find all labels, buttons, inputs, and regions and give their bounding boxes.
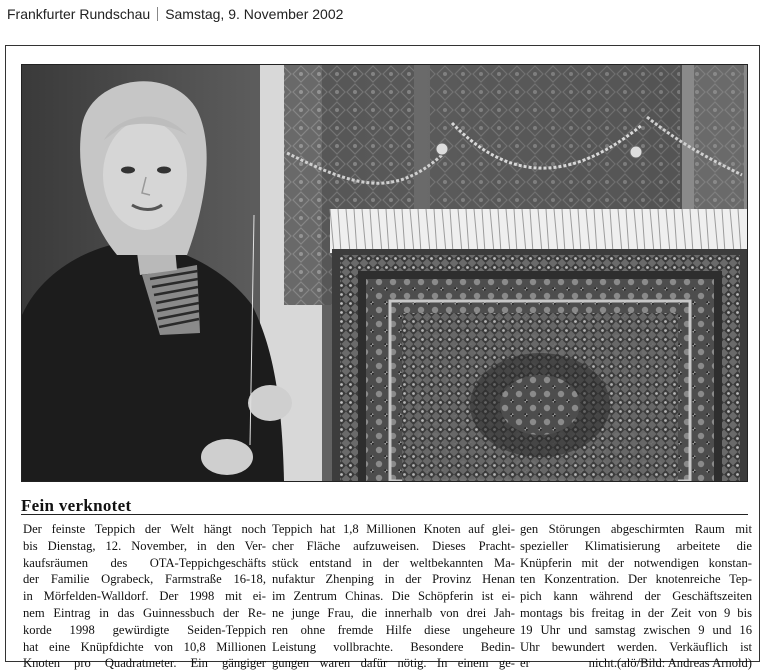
- text-line: spezieller Klimatisierung arbeitete die: [520, 538, 752, 553]
- text-line: cher Fläche aufzuweisen. Dieses Pracht-: [272, 538, 515, 553]
- text-line: Knüpferin mit der notwendigen konstan-: [520, 555, 752, 570]
- text-line: nem Eintrag in das Guinnessbuch der Re-: [23, 605, 266, 620]
- text-line: Leistung vollbrachte. Besondere Bedin-: [272, 639, 515, 654]
- text-line: Teppich hat 1,8 Millionen Knoten auf glei-: [272, 522, 515, 536]
- article-column-2: [272, 521, 515, 672]
- text-line: ten Konzentration. Der knotenreiche Tep-: [520, 572, 752, 587]
- text-line: ren ohne fremde Hilfe diese ungeheure: [272, 622, 515, 637]
- text-line: bis Dienstag, 12. November, in den Ver-: [23, 538, 266, 553]
- background-rug: [430, 65, 680, 215]
- text-line: pich kann während der Geschäftszeiten: [520, 589, 752, 604]
- article-column-3: [520, 521, 752, 672]
- text-line: er nicht.: [520, 656, 617, 671]
- headline-rule: [21, 514, 748, 515]
- text-line: kaufsräumen des OTA-Teppichgeschäfts: [23, 555, 266, 570]
- text-line: der Familie Ograbeck, Farmstraße 16-18,: [23, 572, 266, 587]
- text-line: im Zentrum Chinas. Die Schöpferin ist ei-: [272, 589, 515, 604]
- publication-date: Samstag, 9. November 2002: [165, 6, 344, 22]
- text-line: hat eine Knüpfdichte von 10,8 Millionen: [23, 639, 266, 654]
- text-line: stück entstand in der weltbekannten Ma-: [272, 555, 515, 570]
- text-line: Der feinste Teppich der Welt hängt noch: [23, 522, 266, 536]
- text-line: montags bis freitag in der Zeit von 9 bis: [520, 605, 752, 620]
- text-line: ne junge Frau, die innerhalb von drei Jah-: [272, 605, 515, 620]
- text-line: in Mörfelden-Walldorf. Der 1998 mit ei-: [23, 589, 266, 604]
- text-line: gungen waren dafür nötig. In einem ge-: [272, 656, 515, 671]
- article-headline: Fein verknotet: [21, 496, 132, 515]
- text-line: 19 Uhr und samstag zwischen 9 und 16: [520, 622, 752, 637]
- text-line: gen Störungen abgeschirmten Raum mit: [520, 522, 752, 536]
- newspaper-masthead: [7, 6, 343, 22]
- newspaper-clipping: [5, 45, 760, 671]
- text-line: Knoten pro Quadratmeter. Ein gängiger: [23, 656, 266, 671]
- text-line: korde 1998 gewürdigte Seiden-Teppich: [23, 622, 266, 637]
- text-line: Uhr bewundert werden. Verkäuflich ist: [520, 639, 752, 654]
- newspaper-name: Frankfurter Rundschau: [7, 6, 151, 22]
- rug-fringe: [330, 209, 747, 253]
- masthead-divider: [157, 7, 158, 21]
- article-photo: [21, 64, 748, 482]
- text-line: nufaktur Zhenping in der Provinz Henan: [272, 572, 515, 587]
- silk-carpet: [332, 249, 747, 481]
- photo-credit: (alö/Bild: Andreas Arnold): [616, 656, 752, 671]
- article-column-1: [23, 521, 266, 672]
